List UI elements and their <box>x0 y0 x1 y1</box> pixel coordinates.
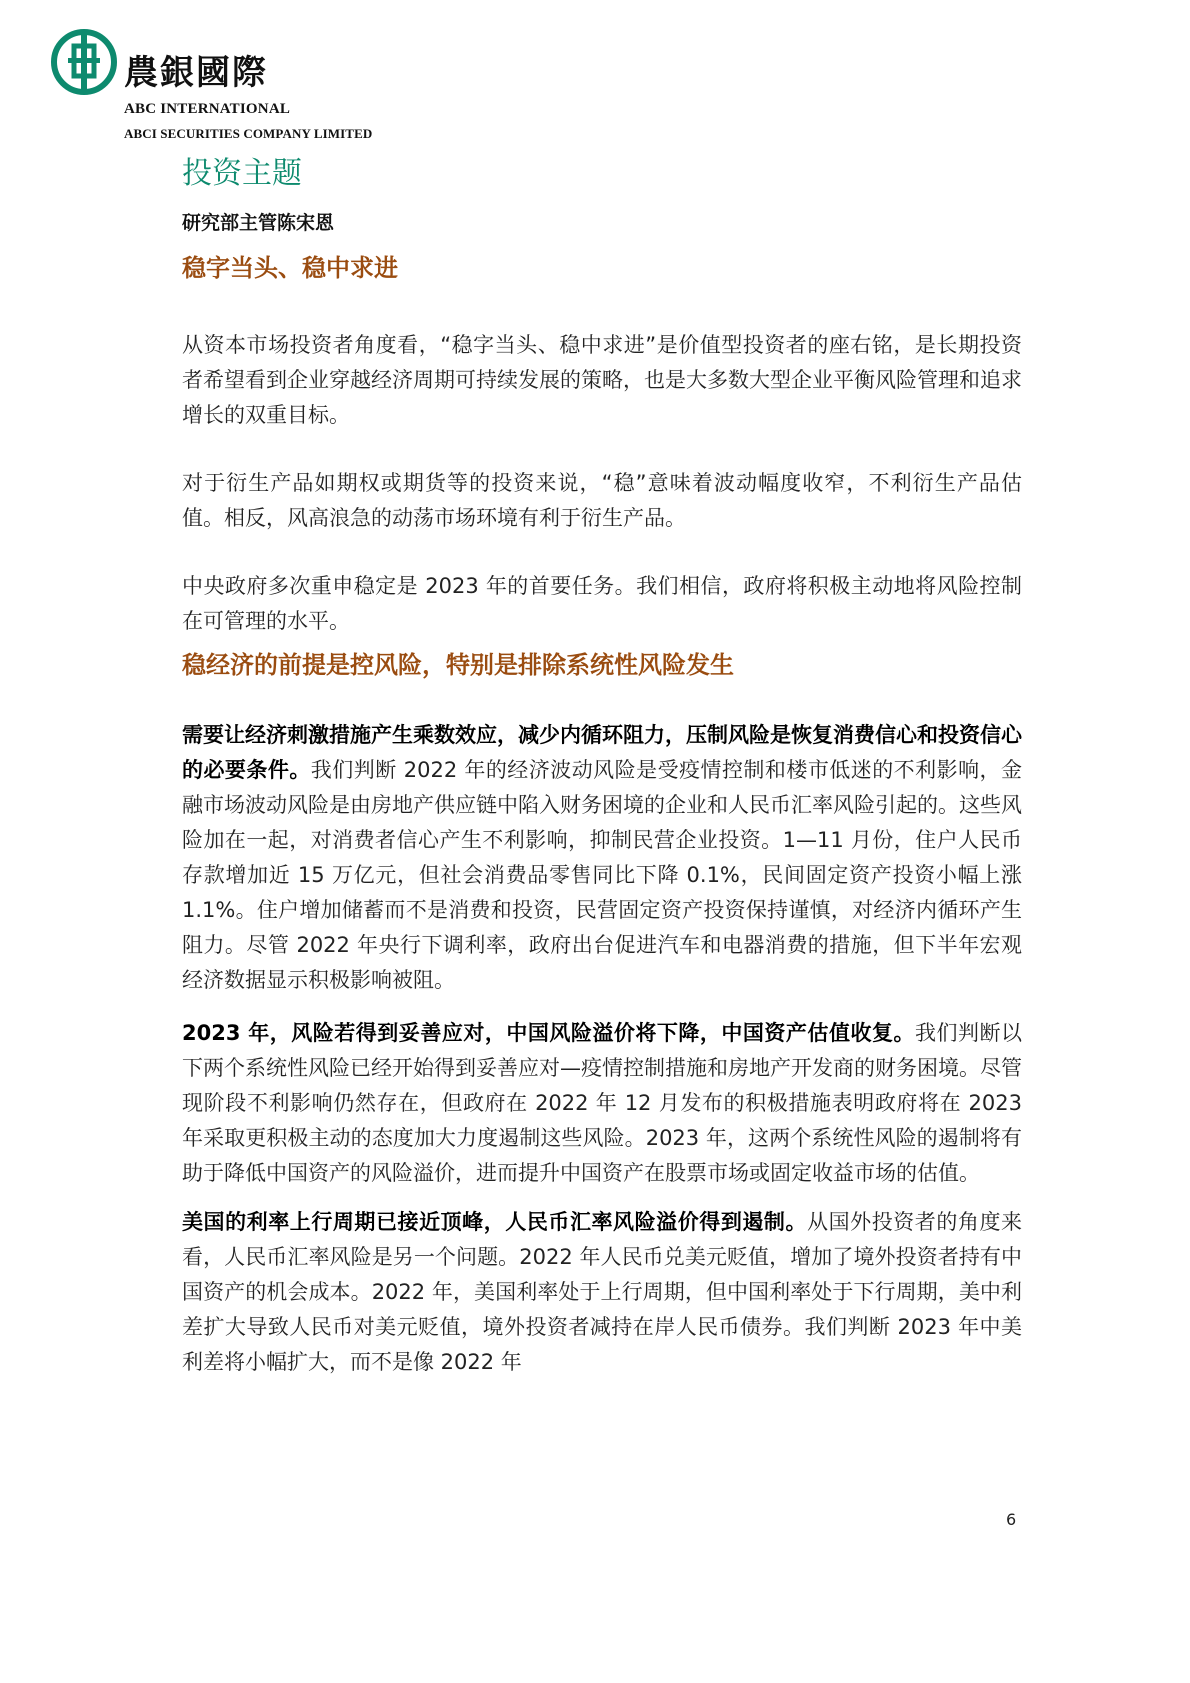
paragraph-lead: 美国的利率上行周期已接近顶峰，人民币汇率风险溢价得到遏制。 <box>182 1210 808 1234</box>
paragraph <box>182 328 1022 433</box>
logo-company-name: ABCI SECURITIES COMPANY LIMITED <box>124 126 373 141</box>
paragraph-text: 对于衍生产品如期权或期货等的投资来说，“稳”意味着波动幅度收窄，不利衍生产品估值。相反，风高浪急的动荡市场环境有利于衍生产品。 <box>182 471 1022 530</box>
paragraph <box>182 1205 1022 1380</box>
paragraph <box>182 1016 1022 1191</box>
abc-coin-icon <box>48 26 120 98</box>
logo-chinese-name: 農銀國際 <box>124 53 268 93</box>
paragraph-text: 我们判断以下两个系统性风险已经开始得到妥善应对—疫情控制措施和房地产开发商的财务困境。尽管现阶段不利影响仍然存在，但政府在 2022 年 12 月发布的积极措施表明政府将在 2023 年采取更积极主动的态度加大力度遏制这些风险。2023 年，这两个系统性风险的遏制将有助于降低中国资产的风险溢价，进而提升中国资产在股票市场或固定收益市场的估值。 <box>182 1021 1022 1185</box>
paragraph-text: 从国外投资者的角度来看，人民币汇率风险是另一个问题。2022 年人民币兑美元贬值，增加了境外投资者持有中国资产的机会成本。2022 年，美国利率处于上行周期，但中国利率处于下行周期，美中利差扩大导致人民币对美元贬值，境外投资者减持在岸人民币债券。我们判断 2023 年中美利差将小幅扩大，而不是像 2022 年 <box>182 1210 1023 1374</box>
page-number: 6 <box>1006 1510 1017 1529</box>
section-heading: 稳字当头、稳中求进 <box>182 254 398 282</box>
section-heading: 稳经济的前提是控风险，特别是排除系统性风险发生 <box>182 651 734 679</box>
paragraph-text: 中央政府多次重申稳定是 2023 年的首要任务。我们相信，政府将积极主动地将风险控制在可管理的水平。 <box>182 574 1022 633</box>
paragraph-text: 从资本市场投资者角度看，“稳字当头、稳中求进”是价值型投资者的座右铭，是长期投资者希望看到企业穿越经济周期可持续发展的策略，也是大多数大型企业平衡风险管理和追求增长的双重目标。 <box>182 333 1022 427</box>
paragraph <box>182 466 1022 536</box>
article-body <box>182 152 1022 1380</box>
paragraph-lead: 需要让经济刺激措施产生乘数效应，减少内循环阻力，压制风险是恢复消费信心和投资信心的必要条件。 <box>182 723 1022 782</box>
paragraph <box>182 569 1022 639</box>
page-title: 投资主题 <box>182 156 302 191</box>
paragraph <box>182 718 1022 998</box>
author-line: 研究部主管陈宋恩 <box>182 212 335 234</box>
paragraph-text: 我们判断 2022 年的经济波动风险是受疫情控制和楼市低迷的不利影响，金融市场波动风险是由房地产供应链中陷入财务困境的企业和人民币汇率风险引起的。这些风险加在一起，对消费者信心产生不利影响，抑制民营企业投资。1—11 月份，住户人民币存款增加近 15 万亿元，但社会消费品零售同比下降 0.1%，民间固定资产投资小幅上涨 1.1%。住户增加储蓄而不是消费和投资，民营固定资产投资保持谨慎，对经济内循环产生阻力。尽管 2022 年央行下调利率，政府出台促进汽车和电器消费的措施，但下半年宏观经济数据显示积极影响被阻。 <box>182 758 1023 992</box>
paragraph-lead: 2023 年，风险若得到妥善应对，中国风险溢价将下降，中国资产估值收复。 <box>182 1021 915 1045</box>
company-header <box>48 26 468 141</box>
logo-english-name: ABC INTERNATIONAL <box>124 101 291 117</box>
